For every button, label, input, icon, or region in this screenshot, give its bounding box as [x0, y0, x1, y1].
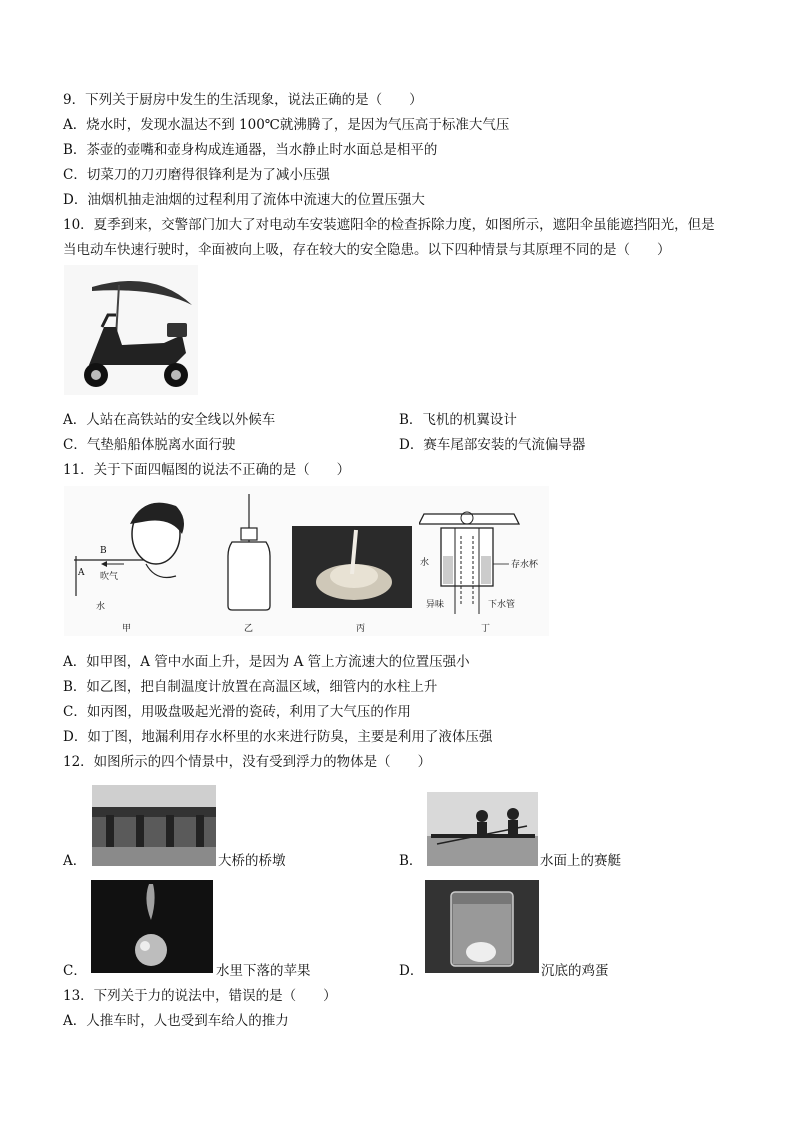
q10-option-d: D．赛车尾部安装的气流偏导器: [399, 437, 586, 453]
q11-figure-panel: [64, 486, 549, 636]
fig-label-jia: 甲: [122, 624, 132, 634]
fig4-label-pipe: 下水管: [488, 600, 516, 610]
q10-option-b: B．飞机的机翼设计: [399, 412, 517, 428]
q13-stem: 13．下列关于力的说法中，错误的是（ ）: [63, 988, 337, 1004]
fig4-label-water: 水: [420, 558, 430, 568]
q12-option-d-caption: 沉底的鸡蛋: [541, 963, 609, 979]
q13-option-a: A．人推车时，人也受到车给人的推力: [63, 1013, 289, 1029]
fig4-label-cup: 存水杯: [511, 560, 539, 570]
suction-cup-photo: [292, 526, 412, 608]
q12-option-b-caption: 水面上的赛艇: [540, 853, 621, 869]
fig-label-bing: 丙: [356, 624, 366, 634]
fig1-label-water: 水: [96, 602, 106, 612]
fig-label-yi: 乙: [244, 624, 254, 634]
q12-option-d-letter: D．: [399, 963, 424, 979]
q12-option-b-letter: B．: [399, 853, 423, 869]
q9-option-a: A．烧水时，发现水温达不到 100℃就沸腾了，是因为气压高于标准大气压: [63, 117, 510, 133]
fig1-label-blow: 吹气: [100, 572, 119, 582]
fig4-label-smell: 异味: [426, 600, 445, 610]
q10-option-a: A．人站在高铁站的安全线以外候车: [63, 412, 276, 428]
q10-stem-line2: 当电动车快速行驶时，伞面被向上吸，存在较大的安全隐患。以下四种情景与其原理不同的是（ ）: [63, 242, 671, 258]
q12-option-c-caption: 水里下落的苹果: [216, 963, 311, 979]
rowing-boat-photo: [427, 792, 538, 866]
q9-option-d: D．油烟机抽走油烟的过程利用了流体中流速大的位置压强大: [63, 192, 425, 208]
sunken-egg-photo: [425, 880, 539, 973]
q10-stem-line1: 10．夏季到来，交警部门加大了对电动车安装遮阳伞的检查拆除力度，如图所示，遮阳伞虽能遮挡阳光，但是: [63, 217, 715, 233]
fig1-label-b: B: [100, 546, 107, 556]
q12-option-c-letter: C．: [63, 963, 87, 979]
falling-apple-photo: [91, 880, 213, 973]
scooter-umbrella-figure: [64, 265, 198, 395]
q12-stem: 12．如图所示的四个情景中，没有受到浮力的物体是（ ）: [63, 754, 432, 770]
fig-label-ding: 丁: [481, 624, 491, 634]
q11-option-c: C．如丙图，用吸盘吸起光滑的瓷砖，利用了大气压的作用: [63, 704, 411, 720]
q9-option-b: B．茶壶的壶嘴和壶身构成连通器，当水静止时水面总是相平的: [63, 142, 438, 158]
q11-option-b: B．如乙图，把自制温度计放置在高温区域，细管内的水柱上升: [63, 679, 438, 695]
q9-stem: 9．下列关于厨房中发生的生活现象，说法正确的是（ ）: [63, 92, 423, 108]
q12-option-a-letter: A．: [63, 853, 87, 869]
q11-stem: 11．关于下面四幅图的说法不正确的是（ ）: [63, 462, 351, 478]
bridge-pier-photo: [92, 785, 216, 866]
q9-option-c: C．切菜刀的刀刃磨得很锋利是为了减小压强: [63, 167, 330, 183]
q11-option-a: A．如甲图，A 管中水面上升，是因为 A 管上方流速大的位置压强小: [63, 654, 470, 670]
fig1-label-a: A: [78, 568, 85, 578]
q10-option-c: C．气垫船船体脱离水面行驶: [63, 437, 236, 453]
q12-option-a-caption: 大桥的桥墩: [218, 853, 286, 869]
q11-option-d: D．如丁图，地漏利用存水杯里的水来进行防臭，主要是利用了液体压强: [63, 729, 493, 745]
